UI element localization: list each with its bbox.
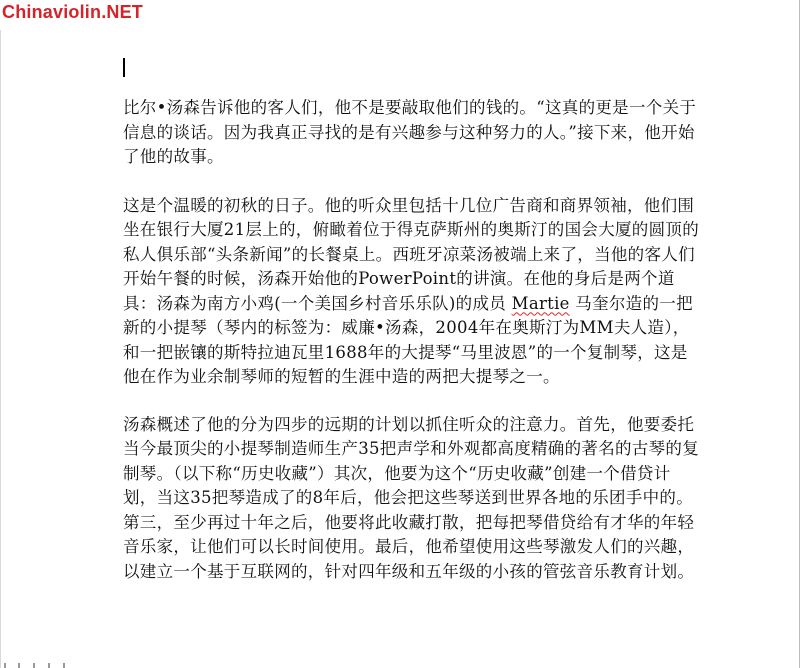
paragraph-2 xyxy=(123,194,703,390)
paragraph-3: 汤森概述了他的分为四步的远期的计划以抓住听众的注意力。首先，他要委托当今最顶尖的小提琴制造师生产35把声学和外观都高度精确的著名的古琴的复制琴。（以下称“历史收藏”）其次，他要为这个“历史收藏”创建一个借贷计划，当这35把琴造成了的8年后，他会把这些琴送到世界各地的乐团手中的。第三，至少再过十年之后，他要将此收藏打散，把每把琴借贷给有才华的年轻音乐家，让他们可以长时间使用。最后，他希望使用这些琴激发人们的兴趣，以建立一个基于互联网的，针对四年级和五年级的小孩的管弦音乐教育计划。 xyxy=(123,414,699,581)
document-body[interactable] xyxy=(123,96,703,584)
paragraph-1: 比尔•汤森告诉他的客人们，他不是要敲取他们的钱的。“这真的更是一个关于信息的谈话。因为我真正寻找的是有兴趣参与这种努力的人。”接下来，他开始了他的故事。 xyxy=(123,98,697,166)
site-watermark: Chinaviolin.NET xyxy=(2,2,144,22)
page-left-edge xyxy=(0,30,1,668)
paragraph-2-text-end: 马奎尔造的一把新的小提琴（琴内的标签为：威廉•汤森，2004年在奥斯汀为MM夫人造），和一把嵌镶的斯特拉迪瓦里1688年的大提琴“马里波恩”的一个复制琴，这是他在作为业余制琴师的短暂的生涯中造的两把大提琴之一。 xyxy=(123,293,693,386)
ruler-ticks xyxy=(0,662,90,668)
misspelled-word[interactable]: Martie xyxy=(511,293,570,313)
text-cursor xyxy=(123,58,125,77)
paragraph-2-text-start: 这是个温暖的初秋的日子。他的听众里包括十几位广告商和商界领袖，他们围坐在银行大厦21层上的，俯瞰着位于得克萨斯州的奥斯汀的国会大厦的圆顶的私人俱乐部“头条新闻”的长餐桌上。西班牙凉菜汤被端上来了，当他的客人们开始午餐的时候，汤森开始他的PowerPoint的讲演。在他的身后是两个道具：汤森为南方小鸡(一个美国乡村音乐乐队)的成员 xyxy=(123,195,699,313)
